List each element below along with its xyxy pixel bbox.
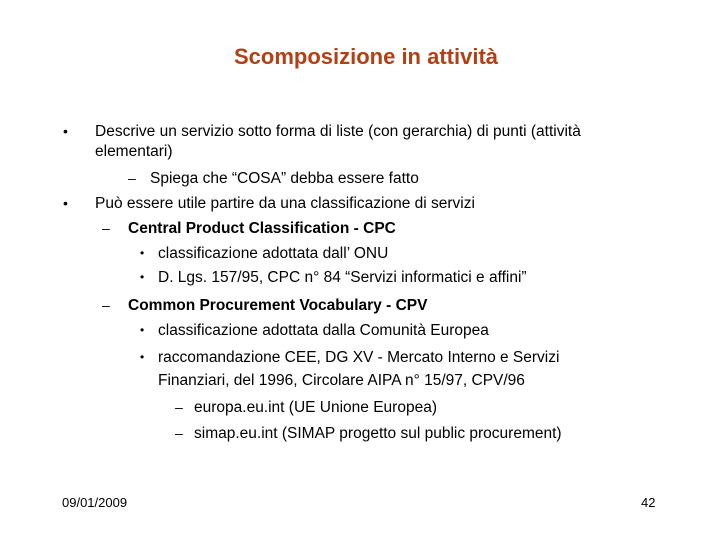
cpv-item: classificazione adottata dalla Comunità Europea: [158, 322, 489, 339]
dash-marker: –: [175, 425, 183, 441]
dot-marker: •: [140, 270, 145, 284]
dash-marker: –: [102, 297, 110, 313]
cpv-subitem: europa.eu.int (UE Unione Europea): [194, 399, 437, 416]
cpc-item: D. Lgs. 157/95, CPC n° 84 “Servizi informatici e affini”: [158, 269, 527, 286]
page-number: 42: [641, 495, 656, 510]
cpc-heading: Central Product Classification - CPC: [128, 220, 396, 237]
dash-marker: –: [175, 399, 183, 415]
cpv-subitem: simap.eu.int (SIMAP progetto sul public procurement): [194, 425, 562, 442]
dot-marker: •: [140, 323, 145, 337]
bullet-text-continuation: elementari): [95, 143, 173, 160]
bullet-text: Descrive un servizio sotto forma di liste (con gerarchia) di punti (attività: [95, 123, 581, 140]
sub-bullet-text: Spiega che “COSA” debba essere fatto: [150, 170, 419, 187]
slide-title: Scomposizione in attività: [233, 44, 499, 69]
cpv-item: raccomandazione CEE, DG XV - Mercato Interno e Servizi: [158, 349, 560, 366]
footer-date: 09/01/2009: [62, 495, 128, 510]
dot-marker: •: [140, 246, 145, 260]
cpv-item-continuation: Finanziari, del 1996, Circolare AIPA n° 15/97, CPV/96: [158, 372, 525, 389]
dash-marker: –: [102, 220, 110, 236]
cpc-item: classificazione adottata dall’ ONU: [158, 245, 389, 262]
cpv-heading: Common Procurement Vocabulary - CPV: [128, 297, 428, 314]
dot-marker: •: [140, 350, 145, 364]
bullet-marker: •: [63, 195, 68, 211]
bullet-text: Può essere utile partire da una classificazione di servizi: [95, 195, 475, 212]
dash-marker: –: [128, 170, 136, 186]
bullet-marker: •: [63, 123, 68, 139]
